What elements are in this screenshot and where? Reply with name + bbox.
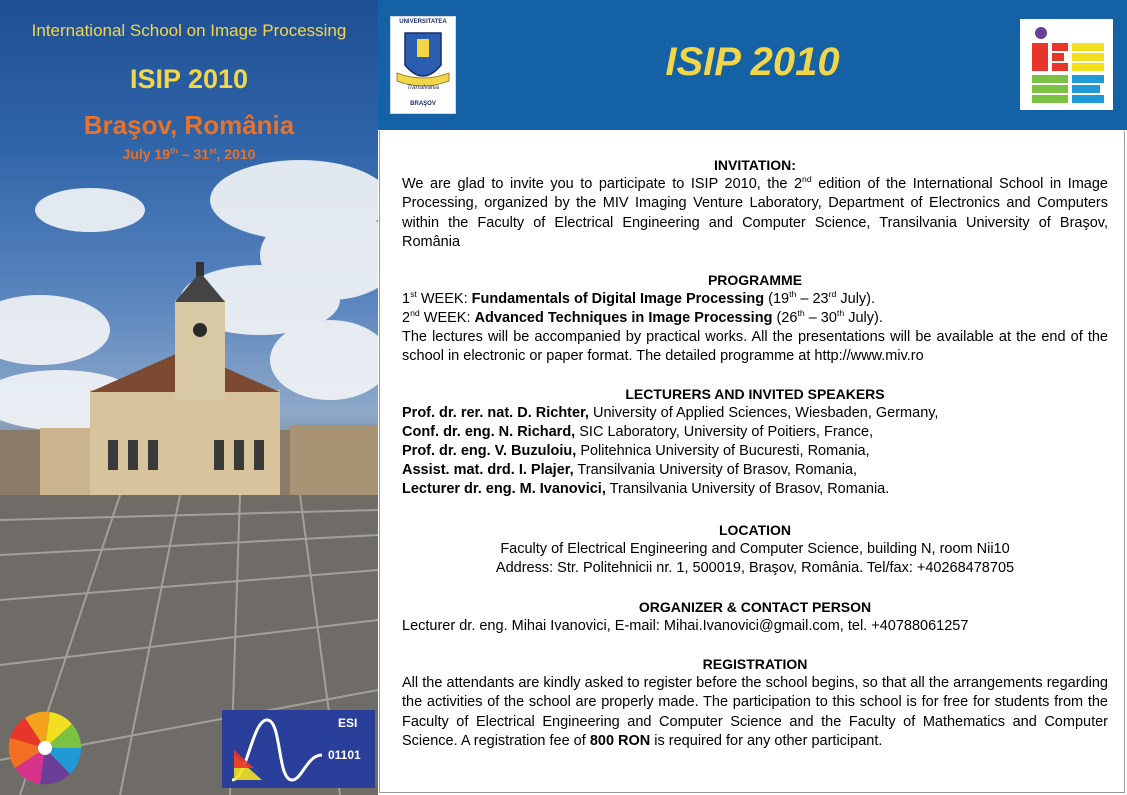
programme-title: PROGRAMME — [707, 272, 803, 288]
location-line-1: Faculty of Electrical Engineering and Computer Science, building N, room Nii10 — [500, 541, 1010, 557]
iese-logo — [1020, 19, 1113, 110]
school-name: International School on Image Processing — [31, 21, 347, 40]
organizer-text: Lecturer dr. eng. Mihai Ivanovici, E-mail: Mihai.Ivanovici@gmail.com, tel. +40788061257 — [402, 618, 969, 634]
programme-week-2: 2nd WEEK: Advanced Techniques in Image Processing (26th – 30th July). — [402, 308, 883, 326]
location-title: LOCATION — [718, 522, 792, 538]
univ-logo-bottom-text: BRAŞOV — [410, 101, 436, 107]
esi-label: ESI — [338, 716, 358, 730]
location-line-2: Address: Str. Politehnicii nr. 1, 500019, Braşov, România. Tel/fax: +40268478705 — [495, 560, 1015, 576]
registration-title: REGISTRATION — [702, 656, 808, 672]
invitation-title: INVITATION: — [714, 157, 796, 173]
univ-logo-top-text: UNIVERSITATEA — [399, 19, 447, 25]
content-box — [379, 131, 1125, 793]
registration-text: All the attendants are kindly asked to register before the school begins, so that all the arrangements regarding the activities of the school are properly made. The participation to this school is for free for students from the Faculty of Electrical Engineering and Computer Science and the Faculty of Mathematics and Computer Science. A registration fee of 800 RON is required for any other participant. — [402, 675, 1108, 749]
organizer-title: ORGANIZER & CONTACT PERSON — [638, 599, 872, 615]
lecturer-item: Assist. mat. drd. I. Plajer, Transilvania University of Brasov, Romania, — [402, 462, 858, 478]
iese-logo-graphic — [1020, 19, 1113, 110]
banner-title: ISIP 2010 — [665, 40, 840, 84]
lecturer-item: Conf. dr. eng. N. Richard, SIC Laboratory, University of Poitiers, France, — [402, 424, 874, 440]
lecturer-item: Prof. dr. rer. nat. D. Richter, University of Applied Sciences, Wiesbaden, Germany, — [402, 405, 939, 421]
lecturer-item: Lecturer dr. eng. M. Ivanovici, Transilvania University of Brasov, Romania. — [402, 481, 890, 497]
left-event-title: ISIP 2010 — [129, 64, 249, 94]
univ-logo-ribbon: Transilvania — [407, 85, 439, 91]
left-dates: July 19th – 31st, 2010 — [122, 145, 256, 162]
lecturers-title: LECTURERS AND INVITED SPEAKERS — [625, 386, 885, 402]
lecturer-item: Prof. dr. eng. V. Buzuloiu, Politehnica University of Bucuresti, Romania, — [402, 443, 870, 459]
flower-logo — [9, 712, 81, 785]
esi-code: 01101 — [328, 748, 361, 762]
header-banner — [378, 0, 1127, 130]
programme-note: The lectures will be accompanied by practical works. All the presentations will be available at the end of the school in electronic or paper format. The detailed programme at http://www.miv.ro — [402, 329, 1108, 365]
programme-week-1: 1st WEEK: Fundamentals of Digital Image Processing (19th – 23rd July). — [402, 289, 876, 307]
invitation-text: We are glad to invite you to participate to ISIP 2010, the 2nd edition of the International School in Image Processing, organized by the MIV Imaging Venture Laboratory, Department of Electronics and Computers within the Faculty of Electrical Engineering and Computer Science, Transilvania University of Braşov, România — [402, 174, 1108, 250]
left-city: Braşov, România — [83, 110, 295, 140]
left-photo-panel — [0, 0, 378, 795]
